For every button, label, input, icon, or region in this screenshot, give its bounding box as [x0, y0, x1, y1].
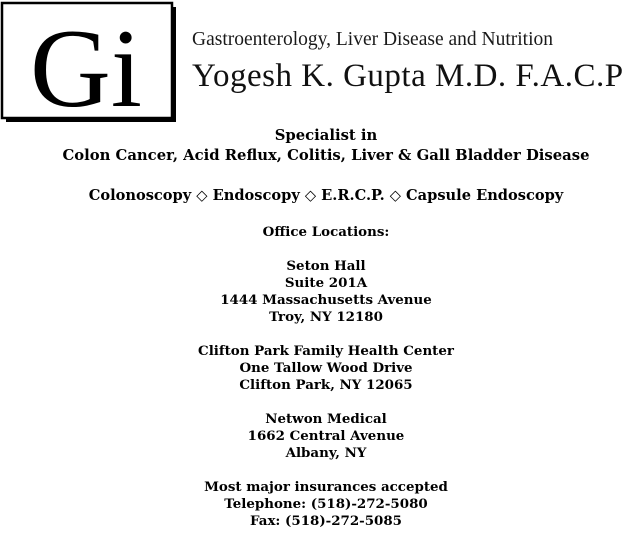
office-city: Albany, NY	[285, 445, 367, 461]
logo-letters: Gi	[30, 7, 142, 124]
office-address-line: One Tallow Wood Drive	[239, 360, 413, 376]
doctor-name: Yogesh K. Gupta M.D. F.A.C.P	[192, 58, 624, 94]
practice-tagline: Gastroenterology, Liver Disease and Nutrition	[192, 29, 554, 50]
insurance-note: Most major insurances accepted	[204, 479, 448, 495]
office-location	[0, 411, 625, 462]
office-city: Clifton Park, NY 12065	[239, 377, 413, 393]
office-name: Netwon Medical	[265, 411, 387, 427]
office-name: Seton Hall	[286, 258, 366, 274]
gi-logo-graphic	[0, 0, 178, 124]
office-address-line: 1444 Massachusetts Avenue	[220, 292, 432, 308]
fax-number: Fax: (518)-272-5085	[250, 513, 402, 529]
office-city: Troy, NY 12180	[269, 309, 383, 325]
office-address-line: Suite 201A	[284, 275, 368, 291]
office-location	[0, 343, 625, 394]
office-name: Clifton Park Family Health Center	[198, 343, 454, 359]
main-content	[0, 126, 625, 530]
specialist-heading: Specialist in	[274, 127, 378, 144]
office-locations-title: Office Locations:	[262, 224, 390, 240]
services-list: Colonoscopy ◇ Endoscopy ◇ E.R.C.P. ◇ Capsule Endoscopy	[88, 187, 564, 204]
contact-info	[0, 479, 625, 530]
office-address-line: 1662 Central Avenue	[247, 428, 405, 444]
specialist-conditions: Colon Cancer, Acid Reflux, Colitis, Liver & Gall Bladder Disease	[62, 147, 590, 164]
office-location	[0, 258, 625, 326]
gi-logo	[0, 0, 178, 124]
telephone-number: Telephone: (518)-272-5080	[224, 496, 428, 512]
